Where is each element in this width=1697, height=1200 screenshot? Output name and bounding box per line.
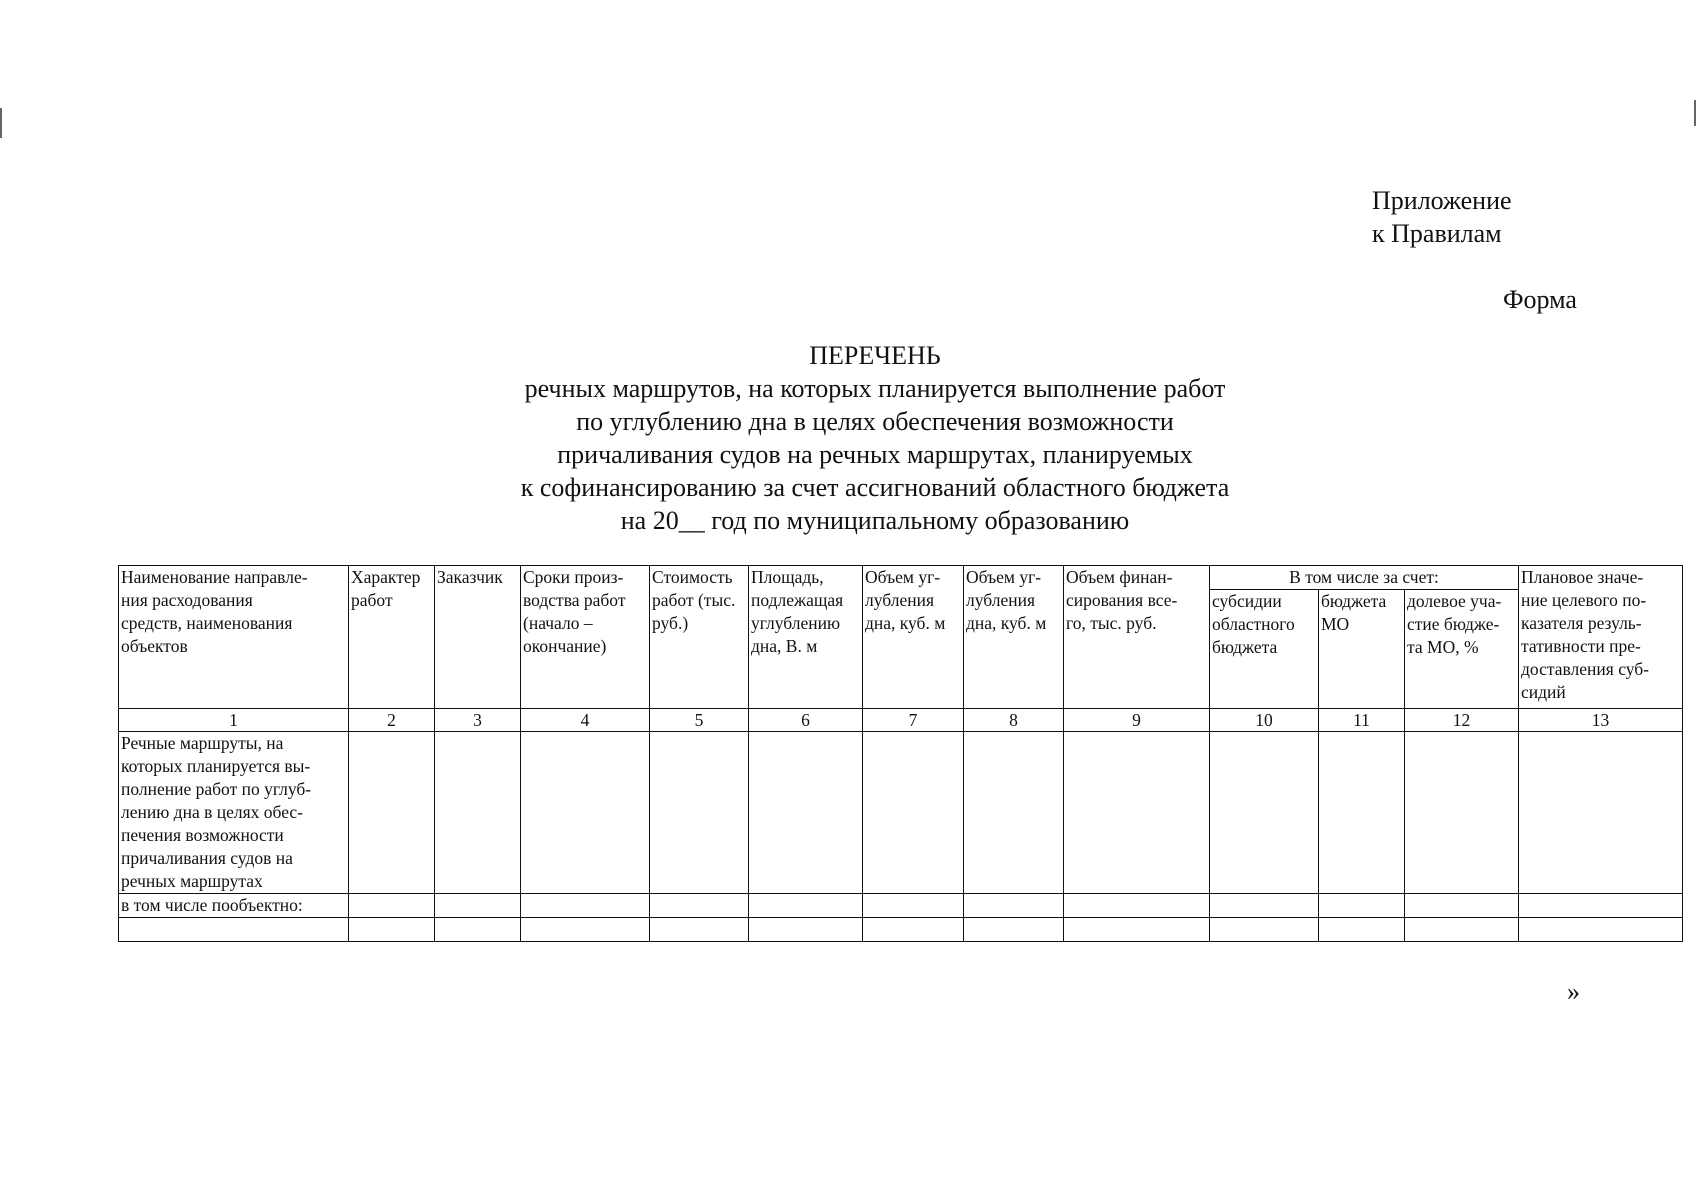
table-row bbox=[119, 918, 1683, 942]
table-cell bbox=[1210, 732, 1319, 894]
table-cell bbox=[650, 918, 749, 942]
table-cell bbox=[863, 732, 964, 894]
column-number: 13 bbox=[1519, 709, 1683, 732]
table-cell bbox=[964, 894, 1064, 918]
title-line-2: речных маршрутов, на которых планируется выполнение работ bbox=[524, 374, 1226, 403]
table-cell bbox=[435, 894, 521, 918]
table-cell bbox=[1519, 732, 1683, 894]
table-cell bbox=[349, 918, 435, 942]
table-cell bbox=[650, 894, 749, 918]
table-cell bbox=[1210, 894, 1319, 918]
row-label-river-routes: Речные маршруты, на которых планируется вы- полнение работ по углуб- лению дна в целях обес- печения возможности причаливания судов на речных маршрутах bbox=[119, 732, 349, 894]
form-label: Форма bbox=[1503, 285, 1577, 314]
column-numbers-row bbox=[119, 709, 1683, 732]
title-line-1: ПЕРЕЧЕНЬ bbox=[809, 341, 941, 370]
table-cell bbox=[749, 732, 863, 894]
title-line-6: на 20__ год по муниципальному образованию bbox=[620, 506, 1130, 535]
header-regional-subsidy: субсидии областного бюджета bbox=[1210, 590, 1319, 709]
table-cell bbox=[119, 918, 349, 942]
table-cell bbox=[964, 732, 1064, 894]
table-cell bbox=[749, 894, 863, 918]
column-number: 3 bbox=[435, 709, 521, 732]
header-work-period: Сроки произ- водства работ (начало – окончание) bbox=[521, 566, 650, 709]
column-number: 7 bbox=[863, 709, 964, 732]
table-cell bbox=[650, 732, 749, 894]
appendix-reference bbox=[1372, 184, 1512, 250]
header-municipal-budget: бюджета МО bbox=[1319, 590, 1405, 709]
column-number: 11 bbox=[1319, 709, 1405, 732]
table-cell bbox=[863, 918, 964, 942]
appendix-line-1: Приложение bbox=[1372, 186, 1512, 215]
table-cell bbox=[1519, 894, 1683, 918]
header-object-name: Наименование направле- ния расходования средств, наименования объектов bbox=[119, 566, 349, 709]
column-number: 2 bbox=[349, 709, 435, 732]
table-cell bbox=[1319, 894, 1405, 918]
table-cell bbox=[349, 732, 435, 894]
header-work-cost: Стоимость работ (тыс. руб.) bbox=[650, 566, 749, 709]
header-including-group: В том числе за счет: bbox=[1210, 566, 1519, 590]
column-number: 5 bbox=[650, 709, 749, 732]
header-target-indicator: Плановое значе- ние целевого по- казателя резуль- тативности пре- доставления суб- сидий bbox=[1519, 566, 1683, 709]
table-cell bbox=[1405, 918, 1519, 942]
title-line-3: по углублению дна в целях обеспечения возможности bbox=[576, 407, 1174, 436]
column-number: 1 bbox=[119, 709, 349, 732]
appendix-line-2: к Правилам bbox=[1372, 219, 1502, 248]
header-deepening-volume-b: Объем уг- лубления дна, куб. м bbox=[964, 566, 1064, 709]
table-cell bbox=[1319, 732, 1405, 894]
table-cell bbox=[435, 732, 521, 894]
header-deepening-volume-a: Объем уг- лубления дна, куб. м bbox=[863, 566, 964, 709]
table-cell bbox=[749, 918, 863, 942]
column-number: 4 bbox=[521, 709, 650, 732]
column-number: 6 bbox=[749, 709, 863, 732]
table-cell bbox=[1210, 918, 1319, 942]
table-cell bbox=[521, 918, 650, 942]
title-line-4: причаливания судов на речных маршрутах, планируемых bbox=[557, 440, 1193, 469]
column-number: 8 bbox=[964, 709, 1064, 732]
document-title bbox=[460, 339, 1290, 537]
column-number: 12 bbox=[1405, 709, 1519, 732]
table-cell bbox=[1064, 918, 1210, 942]
header-work-type: Характер работ bbox=[349, 566, 435, 709]
table-cell bbox=[964, 918, 1064, 942]
table-cell bbox=[349, 894, 435, 918]
table-cell bbox=[1405, 732, 1519, 894]
table-cell bbox=[435, 918, 521, 942]
table-cell bbox=[521, 894, 650, 918]
column-number: 10 bbox=[1210, 709, 1319, 732]
table-cell bbox=[1064, 894, 1210, 918]
table-cell bbox=[521, 732, 650, 894]
header-customer: Заказчик bbox=[435, 566, 521, 709]
header-total-financing: Объем финан- сирования все- го, тыс. руб. bbox=[1064, 566, 1210, 709]
closing-quote-mark: » bbox=[1567, 977, 1580, 1006]
routes-table bbox=[118, 565, 1683, 942]
table-row bbox=[119, 894, 1683, 918]
row-label-per-object: в том числе пообъектно: bbox=[119, 894, 349, 918]
title-line-5: к софинансированию за счет ассигнований областного бюджета bbox=[520, 473, 1230, 502]
scan-edge-mark-left bbox=[0, 108, 2, 138]
table-cell bbox=[1064, 732, 1210, 894]
table-row bbox=[119, 732, 1683, 894]
table-cell bbox=[1405, 894, 1519, 918]
scan-edge-mark-right bbox=[1694, 100, 1696, 126]
table-cell bbox=[1519, 918, 1683, 942]
table-cell bbox=[863, 894, 964, 918]
table-cell bbox=[1319, 918, 1405, 942]
column-number: 9 bbox=[1064, 709, 1210, 732]
header-municipal-share: долевое уча- стие бюдже- та МО, % bbox=[1405, 590, 1519, 709]
header-deepening-area: Площадь, подлежащая углублению дна, В. м bbox=[749, 566, 863, 709]
